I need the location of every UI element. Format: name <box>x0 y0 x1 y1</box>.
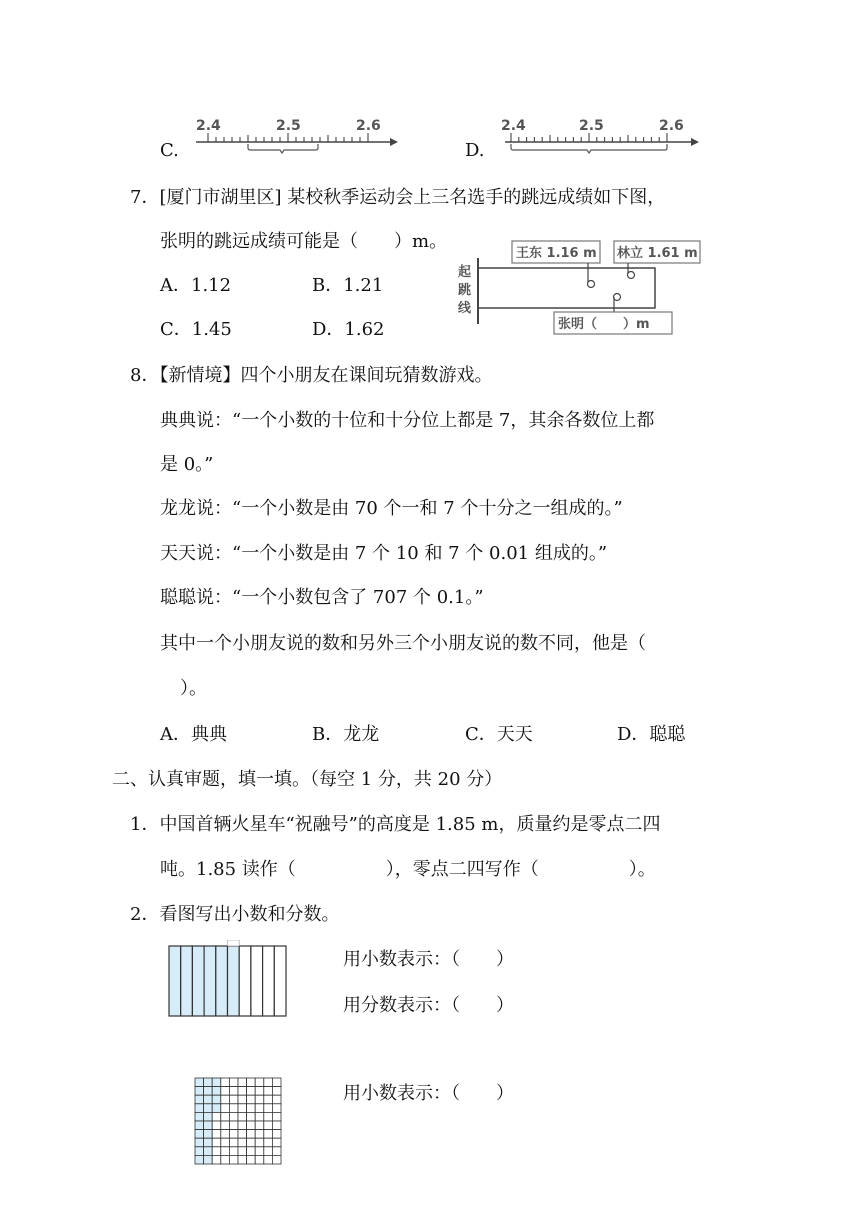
grid-cell <box>272 1121 281 1130</box>
grid-cell <box>255 1087 264 1096</box>
grid-cell <box>204 1130 213 1139</box>
grid-cell <box>255 1112 264 1121</box>
number-line-d <box>495 112 705 158</box>
grid-cell <box>247 1078 256 1087</box>
q8-option-a[interactable]: A．典典 <box>160 724 227 745</box>
tick-label-2-5: 2.5 <box>276 118 301 134</box>
brace <box>511 144 667 153</box>
grid-cell <box>264 1104 273 1113</box>
q7-option-d[interactable]: D．1.62 <box>312 319 385 340</box>
grid-cell <box>272 1112 281 1121</box>
grid-cell <box>229 1104 238 1113</box>
p1-line-2: 吨。1.85 读作（ ），零点二四写作（ ）。 <box>160 859 656 880</box>
q8-diandian-2: 是 0。” <box>160 454 214 475</box>
grid-cell <box>221 1104 230 1113</box>
q8-longlong: 龙龙说：“一个小数是由 70 个一和 7 个十分之一组成的。” <box>160 498 623 519</box>
grid-cell <box>195 1147 204 1156</box>
grid-cell <box>229 1155 238 1164</box>
grid-cell <box>255 1147 264 1156</box>
tenths-bars <box>169 940 286 1016</box>
hundredths-grid-figure <box>194 1077 284 1167</box>
start-line-label-3: 线 <box>458 301 472 316</box>
grid-cell <box>272 1095 281 1104</box>
grid-cell <box>264 1095 273 1104</box>
number-line-d-ticks <box>511 133 667 142</box>
tenth-bar <box>169 946 181 1016</box>
grid-cell <box>212 1121 221 1130</box>
q7-option-a[interactable]: A．1.12 <box>160 275 232 296</box>
lin-mark <box>628 272 635 279</box>
grid-cell <box>255 1155 264 1164</box>
grid-cell <box>212 1147 221 1156</box>
tick-label-2-6: 2.6 <box>356 118 381 134</box>
q7-option-b[interactable]: B．1.21 <box>312 275 384 296</box>
q7-option-c[interactable]: C．1.45 <box>160 319 232 340</box>
wang-mark <box>588 281 595 288</box>
grid-cell <box>272 1147 281 1156</box>
grid-cell <box>221 1112 230 1121</box>
grid-cell <box>255 1078 264 1087</box>
grid-cell <box>221 1147 230 1156</box>
option-c-label: C. <box>160 140 179 161</box>
grid-cell <box>247 1121 256 1130</box>
grid-cell <box>195 1130 204 1139</box>
grid-cell <box>229 1087 238 1096</box>
lin-label: 林立 1.61 m <box>617 246 698 261</box>
start-line-label-1: 起 <box>458 265 472 280</box>
q8-question-1: 其中一个小朋友说的数和另外三个小朋友说的数不同，他是（ <box>160 633 646 654</box>
grid-cell <box>195 1155 204 1164</box>
grid-cell <box>229 1121 238 1130</box>
zhang-label: 张明（ ）m <box>558 317 650 332</box>
grid-cell <box>264 1138 273 1147</box>
tick-label-2-4: 2.4 <box>501 118 526 134</box>
grid-cell <box>204 1147 213 1156</box>
grid-cell <box>238 1138 247 1147</box>
grid-cell <box>204 1078 213 1087</box>
tick-label-2-6: 2.6 <box>659 118 684 134</box>
grid-cell <box>195 1087 204 1096</box>
brace <box>248 144 318 153</box>
grid-cell <box>229 1095 238 1104</box>
grid-cell <box>272 1087 281 1096</box>
number-line-c <box>190 112 400 158</box>
p2-fraction-1: 用分数表示：（ ） <box>343 995 514 1016</box>
grid-cell <box>272 1104 281 1113</box>
grid-cell <box>204 1155 213 1164</box>
grid-cell <box>221 1130 230 1139</box>
q7-line-1: 7．[厦门市湖里区] 某校秋季运动会上三名选手的跳远成绩如下图， <box>130 187 666 208</box>
grid-cell <box>247 1138 256 1147</box>
grid-cell <box>229 1147 238 1156</box>
p2-decimal-1: 用小数表示：（ ） <box>343 949 514 970</box>
grid-cell <box>255 1095 264 1104</box>
grid-cell <box>264 1130 273 1139</box>
tick-label-2-5: 2.5 <box>579 118 604 134</box>
grid-cell <box>212 1155 221 1164</box>
tenth-bar <box>228 946 240 1016</box>
grid-cell <box>264 1121 273 1130</box>
grid-cell <box>238 1155 247 1164</box>
grid-cell <box>247 1087 256 1096</box>
grid-cell <box>272 1130 281 1139</box>
grid-cell <box>238 1130 247 1139</box>
grid-cell <box>238 1078 247 1087</box>
grid-cell <box>255 1121 264 1130</box>
grid-cell <box>195 1138 204 1147</box>
grid-cell <box>221 1087 230 1096</box>
p2-decimal-2: 用小数表示：（ ） <box>343 1083 514 1104</box>
bar-top-tab <box>228 940 240 946</box>
grid-cell <box>221 1155 230 1164</box>
grid-cell <box>212 1130 221 1139</box>
grid-cell <box>204 1138 213 1147</box>
tenth-bar <box>274 946 286 1016</box>
grid-cell <box>255 1130 264 1139</box>
grid-cell <box>195 1121 204 1130</box>
grid-cell <box>212 1112 221 1121</box>
tenth-bar <box>263 946 275 1016</box>
grid-cell <box>247 1147 256 1156</box>
grid-cell <box>264 1112 273 1121</box>
q7-line-2: 张明的跳远成绩可能是（ ）m。 <box>160 231 448 252</box>
tenth-bar <box>216 946 228 1016</box>
grid-cell <box>264 1155 273 1164</box>
grid-cell <box>204 1112 213 1121</box>
grid-cell <box>272 1078 281 1087</box>
grid-cell <box>212 1078 221 1087</box>
grid-cell <box>238 1104 247 1113</box>
grid-cell <box>204 1104 213 1113</box>
q8-option-b[interactable]: B．龙龙 <box>312 724 380 745</box>
grid-cell <box>264 1078 273 1087</box>
q8-congcong: 聪聪说：“一个小数包含了 707 个 0.1。” <box>160 587 484 608</box>
option-d-label: D. <box>465 140 485 161</box>
tenths-bar-figure <box>168 940 290 1020</box>
grid-cell <box>195 1078 204 1087</box>
q8-title: 8．【新情境】四个小朋友在课间玩猜数游戏。 <box>130 365 493 386</box>
grid-cell <box>247 1095 256 1104</box>
tenth-bar <box>239 946 251 1016</box>
grid-cell <box>204 1087 213 1096</box>
grid-cell <box>247 1104 256 1113</box>
grid-cell <box>195 1112 204 1121</box>
q8-option-d[interactable]: D．聪聪 <box>617 724 686 745</box>
grid-cell <box>221 1138 230 1147</box>
section-2-title: 二、认真审题，填一填。（每空 1 分，共 20 分） <box>112 769 503 790</box>
tenth-bar <box>181 946 193 1016</box>
grid-cell <box>212 1095 221 1104</box>
grid-cell <box>238 1147 247 1156</box>
grid-cell <box>221 1121 230 1130</box>
grid-cell <box>212 1087 221 1096</box>
grid-cell <box>238 1121 247 1130</box>
tenth-bar <box>204 946 216 1016</box>
p1-line-1: 1．中国首辆火星车“祝融号”的高度是 1.85 m，质量约是零点二四 <box>130 814 661 835</box>
p2-title: 2．看图写出小数和分数。 <box>130 904 340 925</box>
number-line-c-ticks <box>208 133 368 142</box>
grid-cell <box>264 1087 273 1096</box>
grid-cell <box>247 1130 256 1139</box>
grid-cell <box>221 1078 230 1087</box>
grid-cell <box>272 1138 281 1147</box>
grid-cell <box>272 1155 281 1164</box>
q8-question-2: ）。 <box>180 678 207 699</box>
q8-diandian-1: 典典说：“一个小数的十位和十分位上都是 7，其余各数位上都 <box>160 410 655 431</box>
hundredths-grid <box>195 1078 281 1164</box>
grid-cell <box>238 1112 247 1121</box>
grid-cell <box>229 1138 238 1147</box>
grid-cell <box>204 1121 213 1130</box>
grid-cell <box>229 1078 238 1087</box>
grid-cell <box>204 1095 213 1104</box>
grid-cell <box>238 1095 247 1104</box>
wang-label: 王东 1.16 m <box>516 246 597 261</box>
tenth-bar <box>192 946 204 1016</box>
start-line-label-2: 跳 <box>458 283 472 298</box>
q8-tiantian: 天天说：“一个小数是由 7 个 10 和 7 个 0.01 组成的。” <box>160 543 608 564</box>
grid-cell <box>195 1095 204 1104</box>
grid-cell <box>195 1104 204 1113</box>
grid-cell <box>264 1147 273 1156</box>
grid-cell <box>221 1095 230 1104</box>
grid-cell <box>247 1112 256 1121</box>
grid-cell <box>229 1130 238 1139</box>
tick-label-2-4: 2.4 <box>196 118 221 134</box>
grid-cell <box>212 1138 221 1147</box>
grid-cell <box>212 1104 221 1113</box>
q8-option-c[interactable]: C．天天 <box>465 724 533 745</box>
grid-cell <box>255 1138 264 1147</box>
long-jump-figure <box>450 238 710 340</box>
grid-cell <box>238 1087 247 1096</box>
tenth-bar <box>251 946 263 1016</box>
grid-cell <box>229 1112 238 1121</box>
grid-cell <box>247 1155 256 1164</box>
grid-cell <box>255 1104 264 1113</box>
